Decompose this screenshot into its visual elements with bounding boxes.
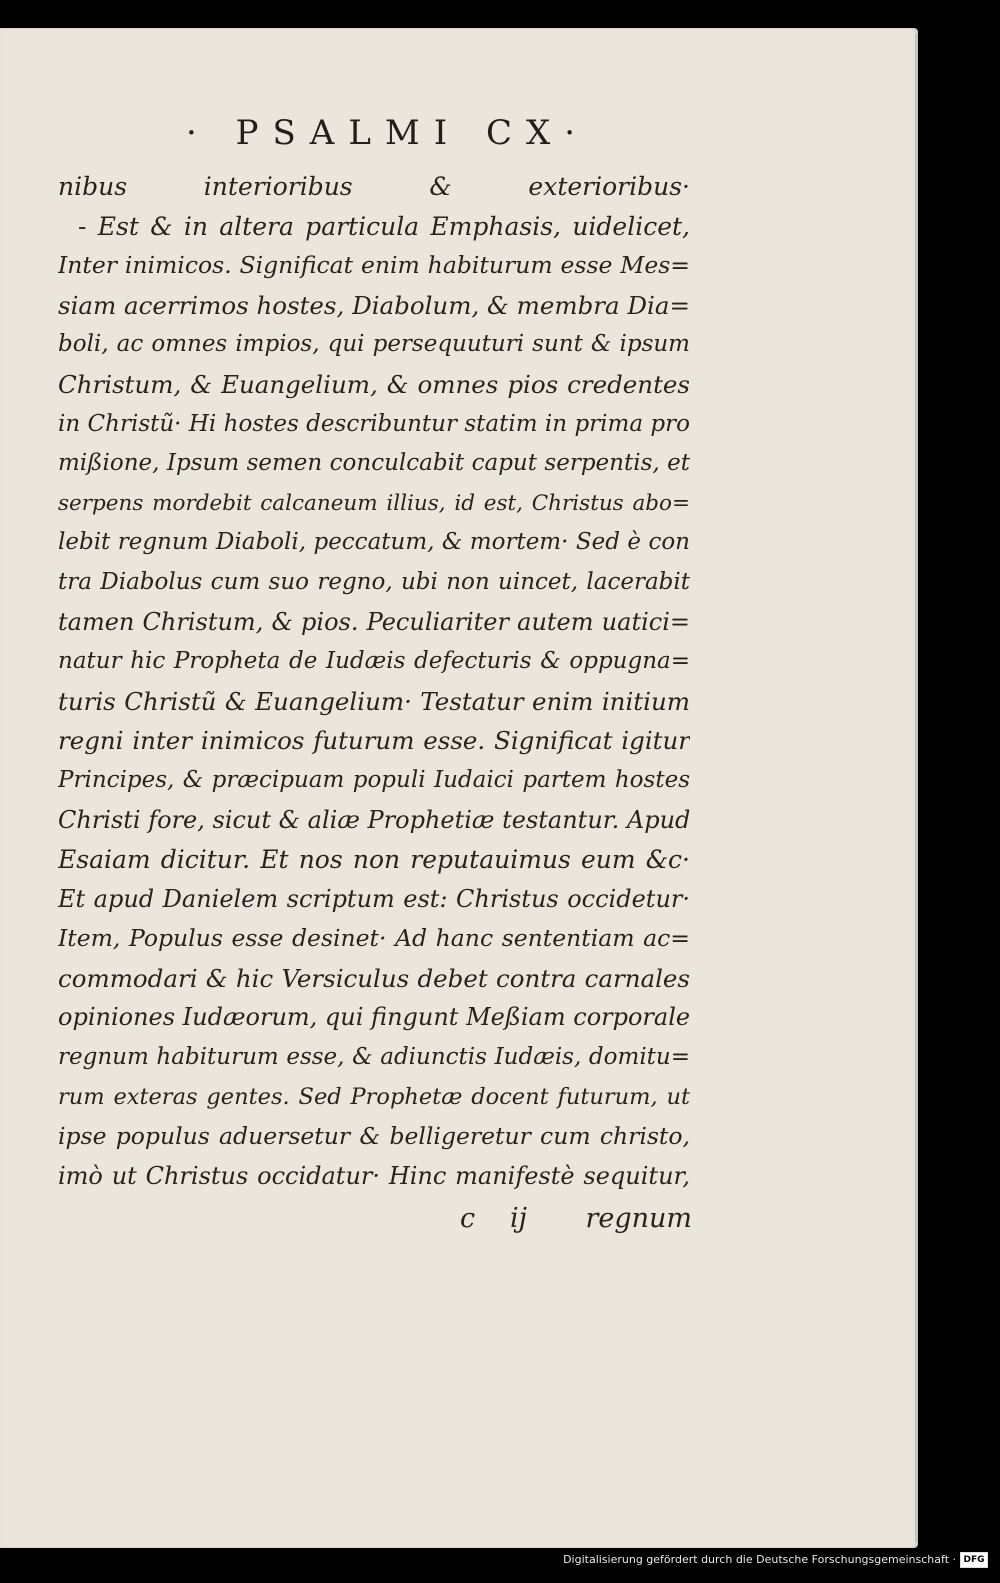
- text-line: Et apud Danielem scriptum est: Christus occidetur·: [58, 884, 690, 913]
- text-line: Christum, & Euangelium, & omnes pios credentes: [58, 369, 690, 399]
- text-line: siam acerrimos hostes, Diabolum, & membra Dia=: [58, 290, 690, 320]
- page-edge: [915, 34, 918, 1542]
- text-line: regnum habiturum esse, & adiunctis Iudæis, domitu=: [58, 1044, 690, 1071]
- text-line: Item, Populus esse desinet· Ad hanc sententiam ac=: [58, 924, 690, 953]
- dfg-logo: DFG: [960, 1552, 988, 1568]
- text-line: tamen Christum, & pios. Peculiariter autem uatici=: [58, 607, 690, 636]
- running-title: · PSALMI CX·: [186, 113, 589, 153]
- text-line: Christi fore, sicut & aliæ Prophetiæ testantur. Apud: [58, 805, 690, 834]
- signature-letter: c: [460, 1203, 476, 1234]
- text-line: in Christũ· Hi hostes describuntur statim in prima pro: [58, 410, 690, 437]
- text-line: regni inter inimicos futurum esse. Significat igitur: [58, 726, 690, 756]
- text-line: commodari & hic Versiculus debet contra carnales: [58, 963, 690, 993]
- funding-credit: Digitalisierung gefördert durch die Deutsche Forschungsgemeinschaft ·: [563, 1553, 956, 1566]
- text-line: boli, ac omnes impios, qui persequuturi sunt & ipsum: [58, 331, 690, 358]
- catchword: regnum: [585, 1203, 692, 1234]
- text-line: mißione, Ipsum semen conculcabit caput serpentis, et: [58, 450, 690, 477]
- text-line: natur hic Propheta de Iudæis defecturis & oppugna=: [58, 648, 690, 675]
- text-line: opiniones Iudæorum, qui fingunt Meßiam corporale: [58, 1003, 690, 1032]
- text-line: Principes, & præcipuam populi Iudaici partem hostes: [58, 766, 690, 793]
- text-line: turis Christũ & Euangelium· Testatur enim initium: [58, 686, 690, 716]
- text-line: - Est & in altera particula Emphasis, uidelicet,: [78, 211, 690, 241]
- signature-number: ij: [510, 1203, 528, 1234]
- body-text: [58, 167, 690, 1196]
- text-line: ipse populus aduersetur & belligeretur cum christo,: [58, 1122, 690, 1151]
- text-line: Esaiam dicitur. Et nos non reputauimus eum &c·: [58, 845, 690, 875]
- text-line: imò ut Christus occidatur· Hinc manifestè sequitur,: [58, 1161, 690, 1190]
- page-footer: [460, 1203, 692, 1243]
- text-line: rum exteras gentes. Sed Prophetæ docent futurum, ut: [58, 1083, 690, 1110]
- text-line: nibus interioribus & exterioribus·: [58, 172, 690, 201]
- text-line: lebit regnum Diaboli, peccatum, & mortem· Sed è con: [58, 529, 690, 556]
- text-line: serpens mordebit calcaneum illius, id est, Christus abo=: [58, 490, 690, 516]
- text-line: tra Diabolus cum suo regno, ubi non uincet, lacerabit: [58, 568, 690, 595]
- text-line: Inter inimicos. Significat enim habiturum esse Mes=: [58, 251, 690, 280]
